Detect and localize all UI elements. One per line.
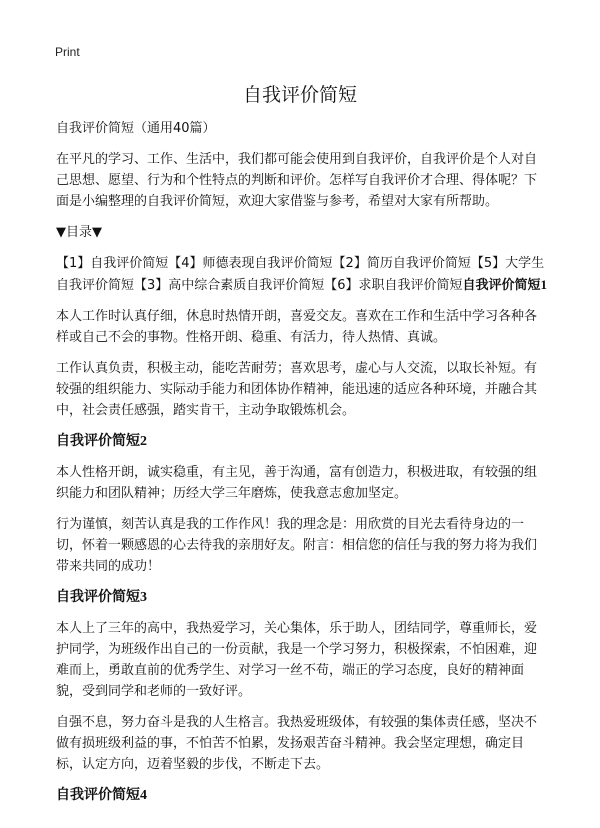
document-subtitle: 自我评价简短（通用40篇）: [56, 121, 216, 136]
toc-heading: ▼目录▼: [56, 225, 102, 240]
page-title: 自我评价简短: [242, 84, 357, 106]
section-1-paragraph-1: 本人工作时认真仔细，休息时热情开朗，喜爱交友。喜欢在工作和生活中学习各种各样或自己不会的事物。性格开朗、稳重、有活力，待人热情、真诚。: [56, 309, 538, 345]
document-body: [56, 118, 548, 816]
section-2-paragraph-1: 本人性格开朗，诚实稳重，有主见，善于沟通，富有创造力，积极进取，有较强的组织能力和团队精神；历经大学三年磨炼，使我意志愈加坚定。: [56, 465, 538, 501]
print-label: Print: [55, 45, 80, 59]
section-heading-2: 自我评价简短2: [56, 434, 147, 449]
section-heading-4: 自我评价简短4: [56, 788, 147, 803]
section-heading-3: 自我评价简短3: [56, 590, 147, 605]
section-3-paragraph-2: 自强不息，努力奋斗是我的人生格言。我热爱班级体，有较强的集体责任感，坚决不做有损班级利益的事，不怕苦不怕累，发扬艰苦奋斗精神。我会坚定理想，确定目标，认定方向，迈着坚毅的步伐，不断走下去。: [56, 715, 538, 772]
section-3-paragraph-1: 本人上了三年的高中，我热爱学习，关心集体，乐于助人，团结同学，尊重师长，爱护同学，为班级作出自己的一份贡献，我是一个学习努力，积极探索，不怕困难，迎难而上，勇敢直前的优秀学生、对学习一丝不苟，端正的学习态度，良好的精神面貌，受到同学和老师的一致好评。: [56, 621, 538, 699]
table-of-contents: [56, 253, 548, 296]
intro-paragraph: 在平凡的学习、工作、生活中，我们都可能会使用到自我评价，自我评价是个人对自己思想、愿望、行为和个性特点的判断和评价。怎样写自我评价才合理、得体呢？下面是小编整理的自我评价简短，欢迎大家借鉴与参考，希望对大家有所帮助。: [56, 152, 538, 209]
toc-links[interactable]: 【1】自我评价简短【4】师德表现自我评价简短【2】简历自我评价简短【5】大学生自我评价简短【3】高中综合素质自我评价简短【6】求职自我评价简短: [56, 256, 545, 293]
section-2-paragraph-2: 行为谨慎，刻苦认真是我的工作作风！我的理念是：用欣赏的目光去看待身边的一切，怀着一颗感恩的心去待我的亲朋好友。附言：相信您的信任与我的努力将为我们带来共同的成功！: [56, 517, 538, 574]
section-heading-1: 自我评价简短1: [462, 277, 548, 292]
section-1-paragraph-2: 工作认真负责，积极主动，能吃苦耐劳；喜欢思考，虚心与人交流，以取长补短。有较强的组织能力、实际动手能力和团体协作精神，能迅速的适应各种环境，并融合其中，社会责任感强，踏实肯干，主动争取锻炼机会。: [56, 361, 538, 418]
